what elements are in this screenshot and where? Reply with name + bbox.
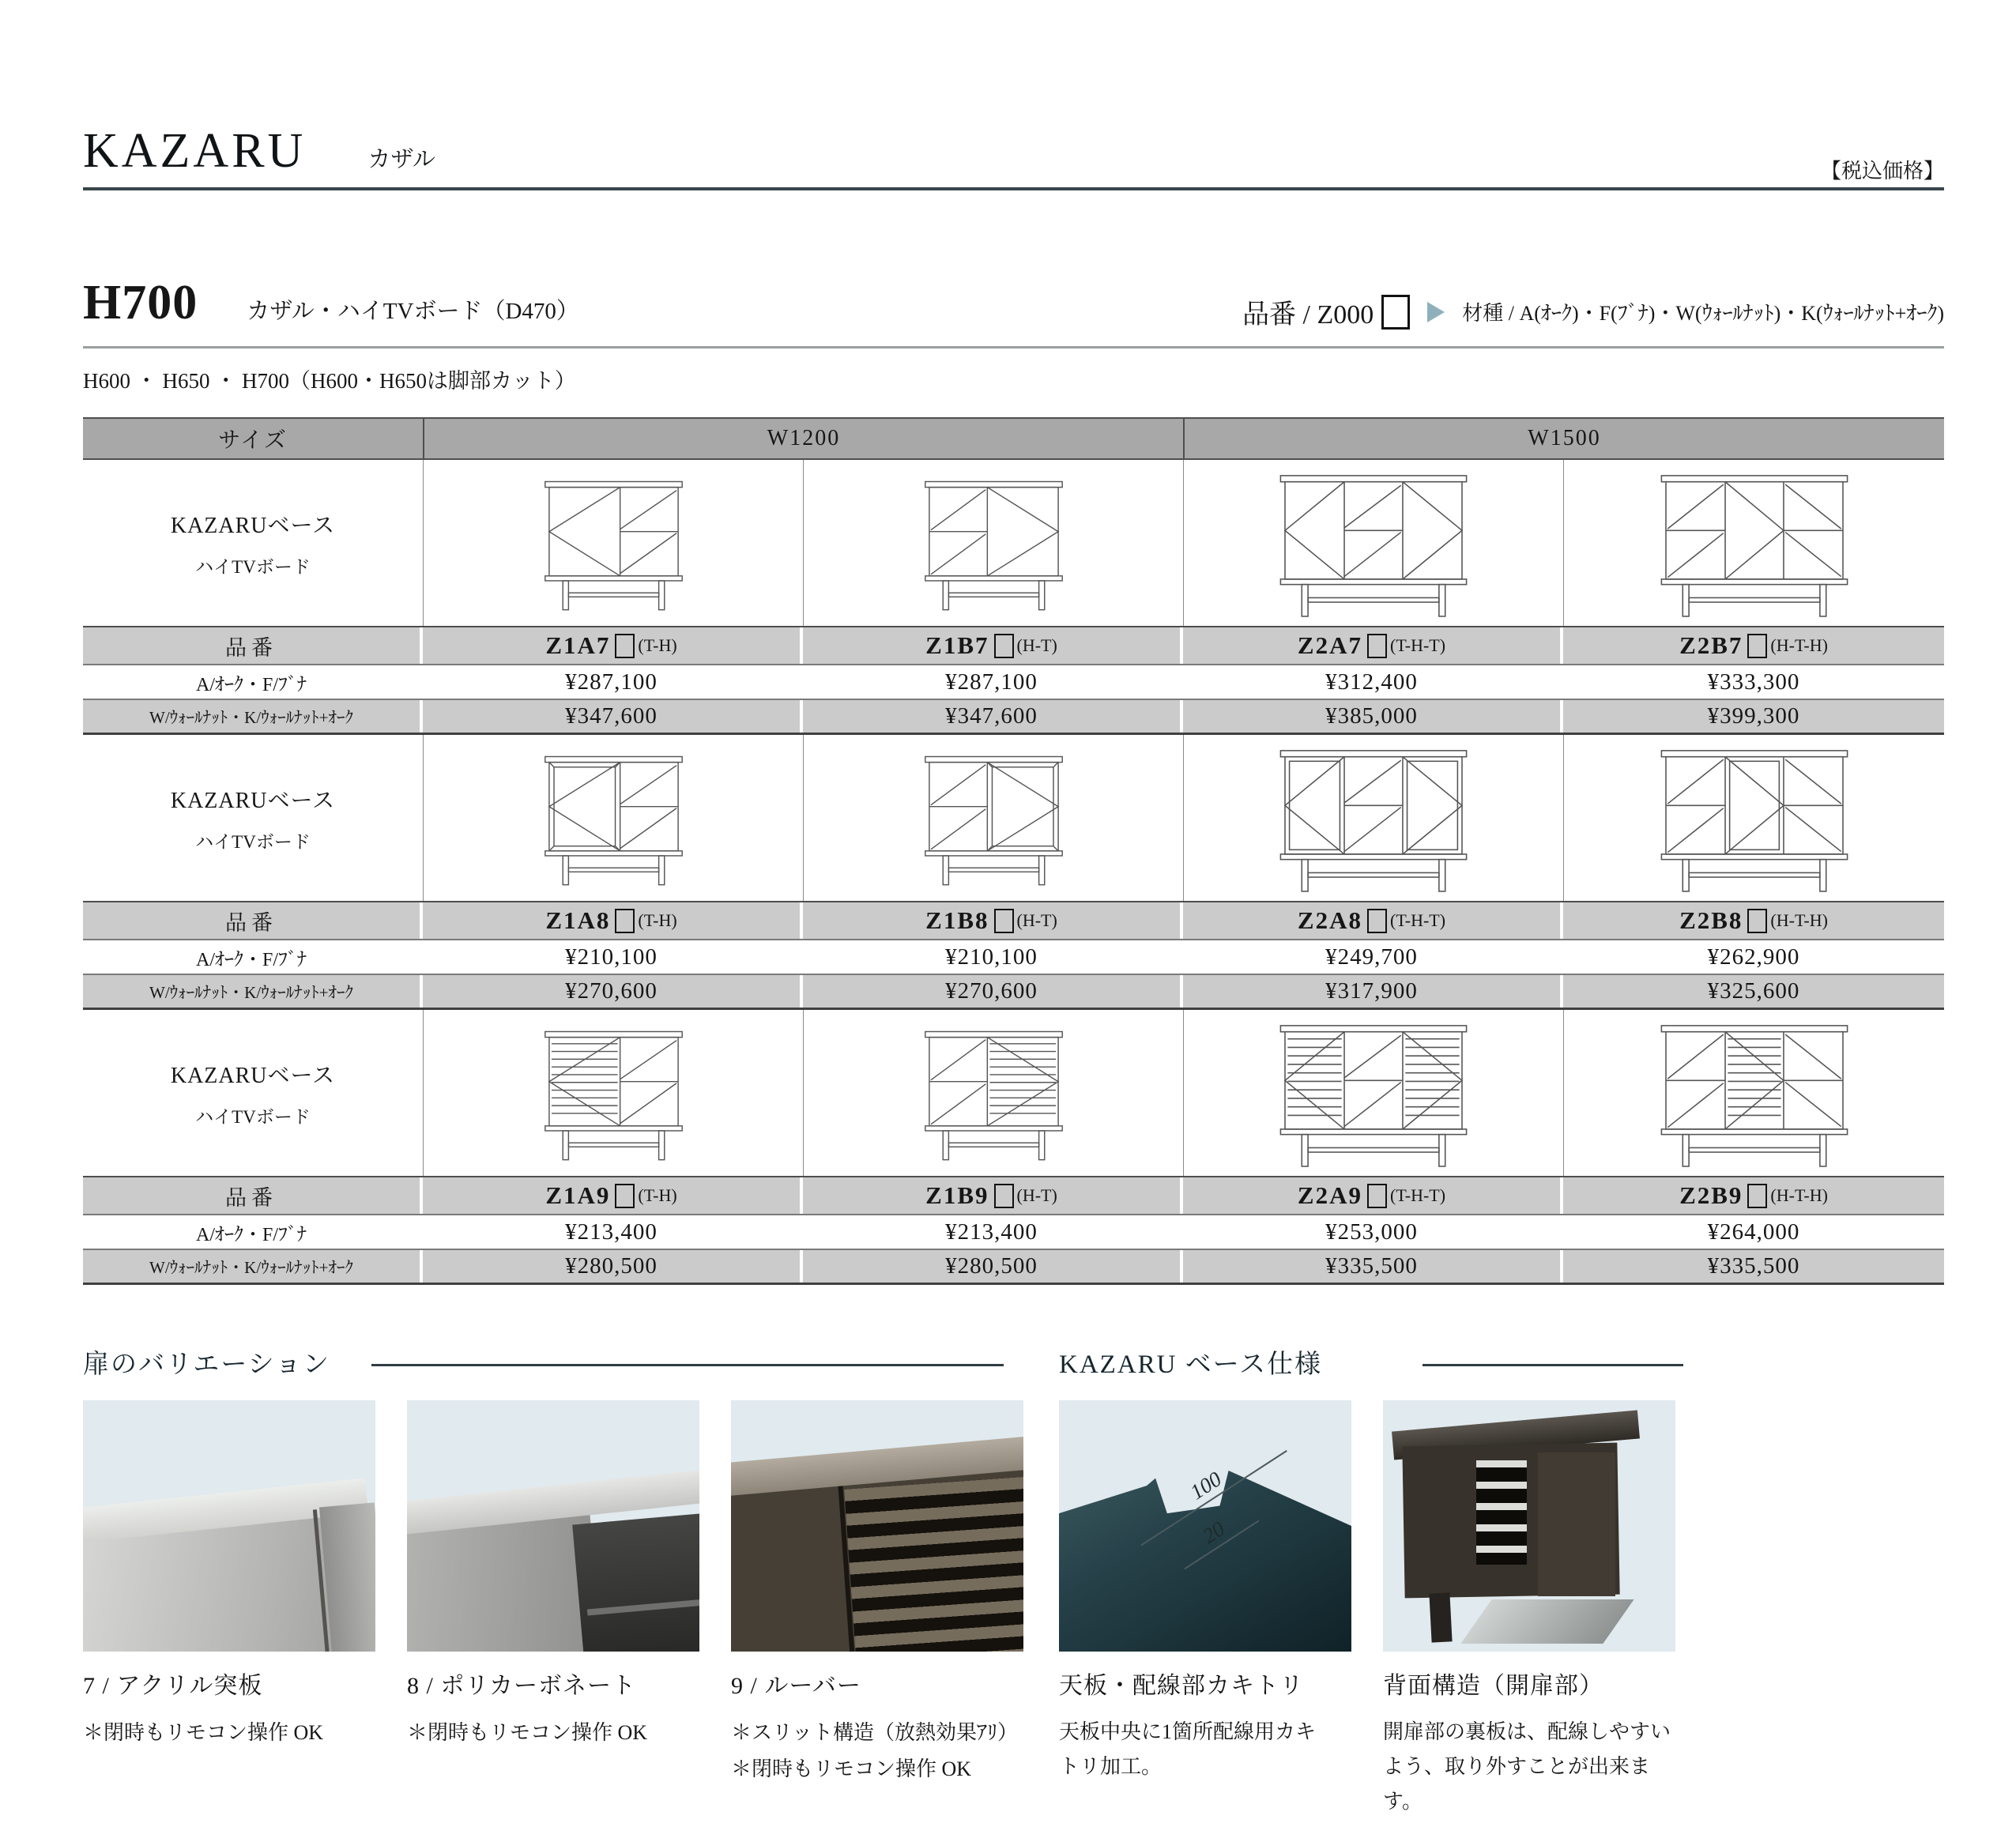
price-af-cell: ¥264,000 [1707,1219,1800,1245]
model-code-cell [803,902,1183,939]
model-code: Z1B7 [925,631,989,659]
dimension-100-label: 100 [1185,1467,1226,1505]
tv-board-line-drawing [1263,463,1484,623]
cabinet-leg [1429,1592,1452,1642]
photo-back-structure [1383,1400,1675,1652]
photo-top-cutout-diagram [1059,1400,1351,1652]
model-code: Z2A8 [1297,906,1362,934]
row-label-price-af: A/ｵｰｸ・F/ﾌﾞﾅ [83,940,423,974]
caption-title: 9 / ルーバー [731,1673,861,1699]
row-label-code: 品番 [83,627,423,664]
row-label-series [83,1010,423,1176]
caption-body: 開扉部の裏板は、配線しやすいよう、取り外すことが出来ます。 [1383,1720,1671,1813]
brand-logo: KAZARU [83,124,307,178]
model-code-cell [423,627,803,664]
material-blank-box [1381,295,1410,330]
caption-title: 7 / アクリル突板 [83,1673,263,1699]
row-label-price-af: A/ｵｰｸ・F/ﾌﾞﾅ [83,665,423,699]
model-code-cell [1563,902,1944,939]
model-code-suffix: (T-H) [638,635,677,655]
cabinet-drawing-cell [423,735,803,901]
doors-heading-rule [371,1364,1004,1366]
tv-board-line-drawing [1644,738,1865,898]
caption-top-cutout [1059,1666,1336,1784]
base-section-heading: KAZARU ベース仕様 [1059,1350,1323,1379]
model-code: Z1B9 [925,1181,989,1209]
model-code-legend [1242,292,1944,331]
tv-board-line-drawing [893,1020,1095,1166]
price-wk-cell: ¥270,600 [803,975,1183,1008]
price-wk-cell: ¥385,000 [1183,700,1563,733]
col-header-w1500: W1500 [1183,419,1944,458]
material-blank-box [1367,1184,1387,1208]
model-code-cell [1183,902,1563,939]
price-af-cell: ¥287,100 [803,665,1183,699]
row-label-code: 品番 [83,902,423,939]
table-body [83,460,1944,1285]
material-blank-box [615,1184,635,1208]
section-rule [83,346,1944,348]
price-af-cell: ¥287,100 [423,665,803,699]
series-name-line1: KAZARUベース [170,1063,336,1088]
price-wk-cell: ¥280,500 [803,1250,1183,1283]
model-code-cell [1563,627,1944,664]
price-wk-cell: ¥335,500 [1183,1250,1563,1283]
model-code-suffix: (H-T-H) [1770,910,1828,930]
caption-body: 天板中央に1箇所配線用カキトリ加工。 [1059,1720,1317,1778]
model-code-cell [1183,1177,1563,1214]
model-code-suffix: (H-T) [1016,1185,1057,1205]
cabinet-drawing-cell [1563,735,1944,901]
col-header-size: サイズ [218,428,288,453]
cabinet-back-door [1538,1452,1615,1596]
caption-note: ＊スリット構造（放熱効果ｱﾘ） [731,1721,1018,1744]
tv-board-line-drawing [1263,1013,1484,1173]
cabinet-drawing-cell [423,460,803,626]
section-title: H700 [83,276,198,330]
caption-note: ＊閉時もリモコン操作 OK [731,1757,972,1780]
row-label-price-wk: W/ｳｫｰﾙﾅｯﾄ・K/ｳｫｰﾙﾅｯﾄ+ｵｰｸ [83,975,423,1008]
series-name-line2: ハイTVボード [195,831,311,852]
material-blank-box [994,909,1014,933]
col-header-w1200: W1200 [423,419,1183,458]
price-af-cell: ¥262,900 [1707,944,1800,970]
caption-door-9 [731,1666,1071,1787]
caption-note: ＊閉時もリモコン操作 OK [83,1721,324,1744]
price-af-cell: ¥312,400 [1183,665,1563,699]
model-code: Z1A9 [545,1181,611,1209]
base-heading-rule [1423,1364,1683,1366]
caption-note: ＊閉時もリモコン操作 OK [407,1721,648,1744]
price-af-cell: ¥249,700 [1183,940,1563,974]
table-header-row [83,417,1944,460]
model-code-suffix: (H-T) [1016,910,1057,930]
model-code-cell [1563,1177,1944,1214]
brand-kana: カザル [367,147,435,172]
cabinet-drawing-cell [1183,460,1563,626]
price-af-cell: ¥253,000 [1183,1215,1563,1249]
section-header [83,275,579,331]
material-legend: 材種 / A(ｵｰｸ)・F(ﾌﾞﾅ)・W(ｳｫｰﾙﾅｯﾄ)・K(ｳｫｰﾙﾅｯﾄ+ｵｰｸ) [1462,302,1944,325]
header-rule [83,187,1944,190]
vent-slots [1476,1460,1527,1565]
price-row-walnut [83,1249,1944,1285]
cabinet-drawing-cell [803,1010,1183,1176]
row-label-price-wk: W/ｳｫｰﾙﾅｯﾄ・K/ｳｫｰﾙﾅｯﾄ+ｵｰｸ [83,700,423,733]
row-label-series [83,735,423,901]
cabinet-drawing-cell [1183,735,1563,901]
glass-opening [572,1513,699,1652]
cabinet-drawing-cell [1183,1010,1563,1176]
caption-title: 天板・配線部カキトリ [1059,1673,1304,1699]
price-af-cell: ¥213,400 [423,1215,803,1249]
material-blank-box [994,1184,1014,1208]
tv-board-line-drawing [513,1020,714,1166]
model-code-cell [423,902,803,939]
tv-board-line-drawing [513,745,714,891]
cabinet-drawing-cell [1563,460,1944,626]
price-wk-cell: ¥399,300 [1563,700,1944,733]
price-af-cell: ¥210,100 [423,940,803,974]
material-blank-box [1747,909,1767,933]
product-image-row [83,460,1944,626]
material-blank-box [1367,909,1387,933]
model-code-suffix: (T-H-T) [1390,1185,1446,1205]
caption-back-structure [1383,1666,1675,1819]
price-wk-cell: ¥270,600 [423,975,803,1008]
brand-header [83,123,435,179]
height-variants-note: H600 ・ H650 ・ H700（H600・H650は脚部カット） [83,369,576,393]
model-code-suffix: (H-T-H) [1770,635,1828,655]
model-code: Z2A9 [1297,1181,1362,1209]
price-af-cell: ¥333,300 [1707,669,1800,695]
price-wk-cell: ¥325,600 [1563,975,1944,1008]
tax-included-note: 【税込価格】 [1820,160,1944,183]
caption-title: 8 / ポリカーボネート [407,1673,637,1699]
row-label-series [83,460,423,626]
caption-door-7 [83,1666,391,1751]
model-code-suffix: (H-T-H) [1770,1185,1828,1205]
model-code: Z2B9 [1679,1181,1743,1209]
tv-board-line-drawing [1263,738,1484,898]
material-blank-box [1747,634,1767,658]
louver-slats [844,1476,1023,1652]
model-code-cell [803,627,1183,664]
caption-door-8 [407,1666,715,1751]
section-subtitle: カザル・ハイTVボード（D470） [247,299,579,324]
material-blank-box [994,634,1014,658]
price-wk-cell: ¥347,600 [423,700,803,733]
price-wk-cell: ¥280,500 [423,1250,803,1283]
model-code-suffix: (T-H) [638,1185,677,1205]
photo-door-polycarbonate [407,1400,699,1652]
model-code: Z1B8 [925,906,989,934]
arrow-right-icon [1427,302,1445,322]
model-code: Z1A7 [545,631,611,659]
model-code-row [83,1176,1944,1214]
tv-board-line-drawing [1644,463,1865,623]
cabinet-drawing-cell [423,1010,803,1176]
price-row-oak-beech [83,1214,1944,1249]
material-blank-box [615,634,635,658]
model-code: Z2A7 [1297,631,1362,659]
model-code: Z1A8 [545,906,611,934]
row-label-price-af: A/ｵｰｸ・F/ﾌﾞﾅ [83,1215,423,1249]
cabinet-drawing-cell [803,460,1183,626]
tv-board-line-drawing [1644,1013,1865,1173]
tv-board-line-drawing [893,745,1095,891]
cabinet-drawing-cell [803,735,1183,901]
price-row-oak-beech [83,939,1944,974]
series-name-line2: ハイTVボード [195,556,311,577]
price-table [83,417,1944,1285]
row-label-code: 品番 [83,1177,423,1214]
series-name-line1: KAZARUベース [170,788,336,813]
row-label-price-wk: W/ｳｫｰﾙﾅｯﾄ・K/ｳｫｰﾙﾅｯﾄ+ｵｰｸ [83,1250,423,1283]
cabinet-drawing-cell [1563,1010,1944,1176]
photo-door-acrylic [83,1400,375,1652]
series-name-line1: KAZARUベース [170,513,336,538]
model-code-suffix: (T-H) [638,910,677,930]
photo-door-louver [731,1400,1023,1652]
material-blank-box [615,909,635,933]
tv-board-line-drawing [893,470,1095,616]
model-code-cell [423,1177,803,1214]
model-code-suffix: (T-H-T) [1390,635,1446,655]
dimension-20-label: 20 [1197,1516,1229,1548]
tv-board-line-drawing [513,470,714,616]
price-row-walnut [83,974,1944,1010]
price-row-walnut [83,699,1944,735]
product-image-row [83,735,1944,901]
model-code: Z2B7 [1679,631,1743,659]
model-code-prefix: 品番 / Z000 [1242,300,1374,330]
price-wk-cell: ¥335,500 [1563,1250,1944,1283]
model-code-row [83,901,1944,939]
removable-back-panel [1460,1599,1634,1644]
price-wk-cell: ¥317,900 [1183,975,1563,1008]
price-wk-cell: ¥347,600 [803,700,1183,733]
price-af-cell: ¥210,100 [803,940,1183,974]
model-code: Z2B8 [1679,906,1743,934]
model-code-suffix: (T-H-T) [1390,910,1446,930]
model-code-cell [1183,627,1563,664]
material-blank-box [1747,1184,1767,1208]
model-code-suffix: (H-T) [1016,635,1057,655]
doors-section-heading: 扉のバリエーション [83,1350,331,1379]
price-row-oak-beech [83,664,1944,699]
model-code-cell [803,1177,1183,1214]
model-code-row [83,626,1944,664]
product-image-row [83,1010,1944,1176]
series-name-line2: ハイTVボード [195,1106,311,1127]
material-blank-box [1367,634,1387,658]
caption-title: 背面構造（開扉部） [1383,1673,1603,1699]
price-af-cell: ¥213,400 [803,1215,1183,1249]
